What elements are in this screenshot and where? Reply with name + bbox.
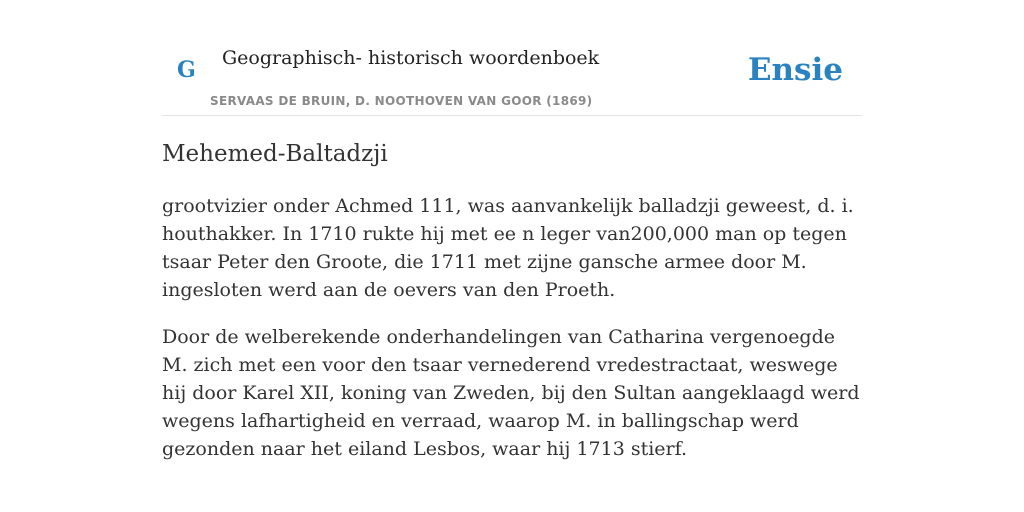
page-container	[162, 0, 862, 460]
book-authors: SERVAAS DE BRUIN, D. NOOTHOVEN VAN GOOR (1869)	[210, 94, 593, 108]
entry-paragraph: grootvizier onder Achmed 111, was aanvankelijk balladzji geweest, d. i. houthakker. In 1710 rukte hij met ee n leger van200,000 man op tegen tsaar Peter den Groote, die 1711 met zijne gansche armee door M. ingesloten werd aan de oevers van den Proeth.	[162, 195, 854, 301]
book-letter-icon[interactable]: G	[177, 57, 196, 83]
source-header	[162, 0, 862, 116]
entry-paragraph: Door de welberekende onderhandelingen van Catharina vergenoegde M. zich met een voor den tsaar vernederend vredestractaat, weswege hij door Karel XII, koning van Zweden, bij den Sultan aangeklaagd werd wegens lafhartigheid en verraad, waarop M. in ballingschap werd gezonden naar het eiland Lesbos, waar hij 1713 stierf.	[162, 326, 860, 460]
entry-body	[162, 192, 862, 482]
book-title-link[interactable]: Geographisch- historisch woordenboek	[222, 47, 600, 69]
ensie-logo[interactable]: Ensie	[747, 52, 843, 88]
entry-title: Mehemed-Baltadzji	[162, 141, 388, 167]
